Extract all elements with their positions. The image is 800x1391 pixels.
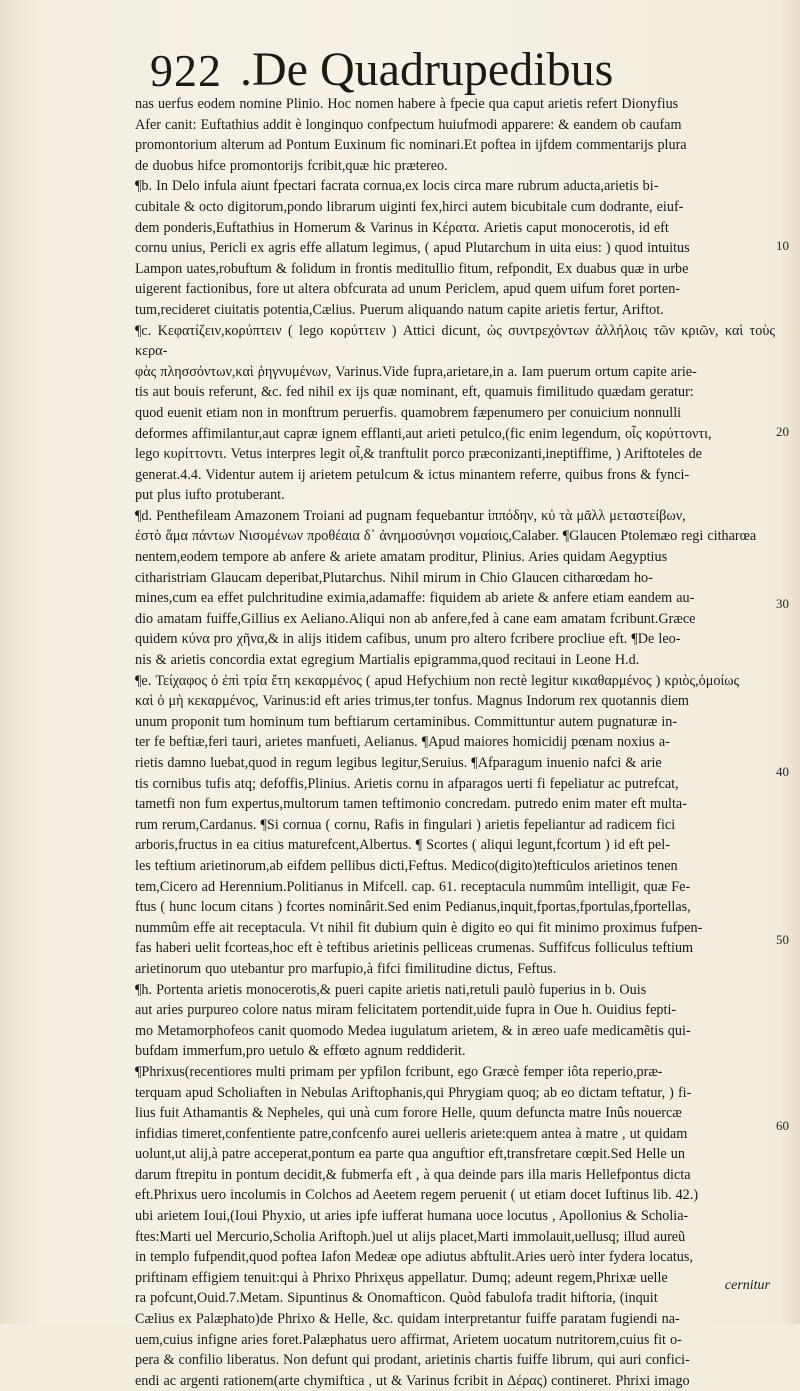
text-line: mines,cum ea effet pulchritudine eximia,adamaffe: fiquidem ab ariete & anfere etiam eandem au- (135, 590, 695, 607)
margin-number: 50 (776, 932, 789, 947)
text-line: fas haberi uelit fcorteas,hoc eft è teftibus arietinis pelliceas crumenas. Suffifcus folliculus teftium (135, 940, 694, 957)
text-line: deformes affimilantur,aut capræ ignem efflanti,aut arieti petulco,(fic enim legendum, οἷς κορύττοντι, (135, 425, 712, 442)
text-line: bufdam immerfum,pro uetulo & effœto agnum reddiderit. (135, 1043, 466, 1060)
text-line: rietis damno luebat,quod in regum legibus legitur,Seruius. ¶Afparagum inueniο nafci & arie (135, 755, 662, 771)
text-line: generat.4.4. Videntur autem ij arietem petulcum & ictus minantem referre, quibus frons & fynci- (135, 466, 690, 483)
text-line: de duobus hifce promontorijs fcribit,quæ hic prætereo. (135, 157, 448, 174)
text-line: ¶h. Portenta arietis monocerotis,& pueri capite arietis nati,retuli paulò fuperius in b. Ouis (135, 981, 647, 998)
text-line: pera & confilio liberatus. Non defunt qui prodant, arietinis chartis fuiffe librum, qui auri confici- (135, 1352, 690, 1369)
text-line: aut aries purpureo colore natus miram felicitatem portendit,uide fupra in Oue h. Ouidius fepti- (135, 1002, 677, 1019)
margin-number: 10 (776, 238, 789, 253)
text-line: mo Metamorphofeos canit quomodo Medea iugulatum arietem, & in æreo uafe medicamẽtis qui- (135, 1022, 691, 1039)
text-line: nis & arietis concordia extat egregium Martialis epigramma,quod recitaui in Leone H.d. (135, 652, 640, 669)
main-text-block (135, 94, 775, 1389)
text-line: ¶b. In Delo infula aiunt fpectari facrata cornua,ex locis circa mare rubrum aducta,arietis bi- (135, 178, 659, 195)
text-line: tem,Cicero ad Herennium.Politianus in Mifcell. cap. 61. receptacula nummûm intelligit, quæ Fe- (135, 878, 691, 895)
text-line: Cælius ex Palæphato)de Phrixo & Helle, &c. quidam interpretantur fuiffe paratam fugiendi na- (135, 1311, 680, 1328)
text-line: tis cornibus tufis atq; defoffis,Plinius. Arietis cornu in afparagos uerti fi fepeliatur ac putrefcat, (135, 775, 679, 792)
text-line: arboris,fructus in ea citius maturefcent,Albertus. ¶ Scortes ( aliqui legunt,fcortum ) id eft pel- (135, 837, 670, 854)
text-line: quod euenit etiam non in monftrum peruerfis. quamobrem fæpenumero per conuicium nonnulli (135, 404, 682, 421)
text-line: citharistriam Glaucam deperibat,Plutarchus. Nihil mirum in Chio Glaucen citharœdam ho- (135, 569, 653, 586)
text-line: priftinam effigiem tenuit:qui à Phrixo Phrixęus appellatur. Dumq; adeunt regem,Phrixæ uelle (135, 1269, 668, 1286)
text-line: uigerent factionibus, fore ut altera obfcurata ad unum Periclem, apud quem uifum foret porten- (135, 281, 681, 298)
text-line: rum rerum,Cardanus. ¶Si cornua ( cornu, Rafis in fingulari ) arietis fepeliantur ad radicem fici (135, 816, 676, 833)
text-line: ftes:Marti uel Mercurio,Scholia Ariftoph.)uel ut alijs placet,Marti immolauit,uellusq; illud aureũ (135, 1228, 686, 1245)
text-line: ¶c. Κεφατίζειν,κορύπτειν ( lego κορύττειν ) Attici dicunt, ὡς συντρεχόντων ἀλλήλοις τῶν κριῶν, καὶ τοὺς κερα- (135, 322, 775, 360)
text-line: tametfi non fum expertus,multorum tamen teftimonio concredam. putredo enim mater eft multa- (135, 796, 687, 813)
text-line: φὰς πλησσόντων,καὶ ῥηγνυμένων, Varinus.Vide fupra,arietare,in a. Iam puerum ortum capite arie- (135, 363, 697, 380)
text-line: tis aut bouis referunt, &c. fed nihil ex ijs quæ nominant, eft, quamuis fimilitudo quædam geratur: (135, 384, 694, 401)
text-line: lego κυρίττοντι. Vetus interpres legit οἷ,& tranftulit porco præconizanti,ineptiffime, ) Ariftoteles de (135, 446, 702, 463)
margin-number: 40 (776, 764, 789, 779)
text-line: ubi arietem Ioui,(Ioui Phyxio, ut aries ipfe iufferat humana uoce locutus , Apollonius & Scholia- (135, 1208, 689, 1225)
text-line: ἐστὸ ἅμα πάντων Νισομένων προθέαια δ᾽ ἀνημοσύνησι νομαίοις,Calaber. ¶Glaucen Ptolemæo regi citharœa (135, 528, 757, 545)
text-line: terquam apud Scholiaften in Nebulas Ariftophanis,qui Phrygiam quoq; ab eo dictam teftatur, ) fi- (135, 1084, 692, 1101)
text-line: quidem κύνα pro χῆνα,& in alijs itidem cafibus, unum pro altero fcribere procliue eft. ¶De leo- (135, 631, 681, 648)
text-line: uolunt,ut alij,à patre acceperat,pontum ea parte qua anguftior eft,transfretare cœpit.Sed Helle un (135, 1146, 685, 1163)
text-line: ter fe beftiæ,feri tauri, arietes manfueti, Aelianus. ¶Apud maiores homicidij pœnam noxius a- (135, 734, 670, 751)
text-line: unum proponit tum hominum tum beftiarum certaminibus. Committuntur autem pugnaturæ in- (135, 713, 678, 730)
text-line: les teftium arietinorum,ab eifdem pellibus dicti,Feftus. Medico(digito)tefticulos arietinos tenen (135, 857, 678, 874)
text-line: infidias timeret,confentiente patre,confcenfo aurei uelleris ariete:quem antea à matre , ut quidam (135, 1125, 688, 1142)
margin-number: 20 (776, 424, 789, 439)
text-line: ¶e. Τείχαφος ὁ ἐπὶ τρία ἔτη κεκαρμένος ( apud Hefychium non rectè legitur κικαθαρμένος ) κριὸς,ὁμοίως (135, 672, 740, 689)
text-line: dio amatam fuiffe,Gillius ex Aeliano.Aliqui non ab anfere,fed à cane eam amatam fcribunt.Græce (135, 610, 696, 627)
text-line: Lampon uates,robuftum & folidum in frontis meditullio fitum, refpondit, Ex duabus quæ in urbe (135, 260, 689, 277)
text-line: darum ftrepitu in pontum decidit,& fubmerfa eft , à qua deinde pars illa maris Hellefpontus dicta (135, 1166, 691, 1183)
text-line: arietinorum quo utebantur pro marfupio,à fifci fimilitudine dictus, Feftus. (135, 960, 557, 977)
text-line: Afer canit: Euftathius addit è longinquo confpectum huiufmodi apparere: & eandem ob caufam (135, 116, 682, 133)
text-line: dem ponderis,Euftathius in Homerum & Varinus in Κέρατα. Arietis caput monocerotis, id eft (135, 219, 669, 236)
text-line: put plus iufto protuberant. (135, 487, 285, 504)
text-line: cornu unius, Pericli ex agris effe allatum legimus, ( apud Plutarchum in uita eius: ) quod intuitus (135, 240, 690, 257)
text-line: ra pofcunt,Ouid.7.Metam. Sipuntinus & Onomafticon. Quòd fabulofa tradit hiftoria, (inquit (135, 1290, 658, 1307)
text-line: ftus ( hunc locum citans ) fcortes nominârit.Sed enim Pedianus,inquit,fportas,fportulas,fportellas, (135, 899, 691, 916)
text-line: in templo fufpendit,quod poftea Iafon Medeæ ope adiutus abftulit.Aries uerò inter fydera locatus, (135, 1249, 693, 1266)
text-line: nentem,eodem tempore ab anfere & ariete amatam proditur, Plinius. Aries quidam Aegyptius (135, 549, 668, 566)
text-line: nummûm effe ait receptacula. Vt nihil fit dubium quin è digito eo qui fit minimo proximus fufpen- (135, 919, 703, 936)
text-line: ¶Phrixus(recentiores multi primam per ypfilon fcribunt, ego Græcè femper iôta reperio,præ- (135, 1063, 663, 1080)
text-line: uem,cuius infigne aries foret.Palæphatus uero affirmat, Arietem uocatum nutritorem,cuius fit o- (135, 1331, 682, 1348)
text-line: lius fuit Athamantis & Nepheles, qui unà cum forore Helle, quum defuncta matre Inûs nouercæ (135, 1105, 682, 1122)
catchword: cernitur (724, 1278, 770, 1293)
text-line: tum,recideret ciuitatis potentia,Cælius. Puerum aliquando natum capite arietis fertur, Ariftot. (135, 301, 664, 318)
page-number: 922 (150, 45, 222, 96)
running-title: .De Quadrupedibus (240, 43, 614, 96)
text-line: καὶ ὁ μὴ κεκαρμένος, Varinus:id eft aries trimus,ter tonfus. Magnus Indorum rex quotannis diem (135, 693, 689, 710)
text-line: nas uerfus eodem nomine Plinio. Hoc nomen habere à fpecie qua caput arietis refert Dionyfius (135, 96, 679, 112)
text-line: endi ac argenti rationem(arte chymiftica , ut & Varinus fcribit in Δέρας) contineret. Phrixi imago (135, 1372, 690, 1389)
text-line: promontorium alterum ad Pontum Euxinum fic nominari.Et poftea in ijfdem commentarijs plura (135, 137, 687, 154)
margin-number: 30 (776, 596, 789, 611)
text-line: eft.Phrixus uero incolumis in Colchos ad Aeetem regem peruenit ( ut etiam docet Iuftinus lib. 42.) (135, 1187, 699, 1204)
margin-number: 60 (776, 1118, 789, 1133)
page-header (150, 34, 790, 94)
text-line: cubitale & octo digitorum,pondo librarum uiginti fex,hirci autem bicubitale cum dodrante, eiuf- (135, 198, 684, 215)
text-line: ¶d. Penthefileam Amazonem Troiani ad pugnam fequebantur ἱππόδην, κὐ τὰ μᾶλλ μεταστείβων, (135, 507, 686, 524)
